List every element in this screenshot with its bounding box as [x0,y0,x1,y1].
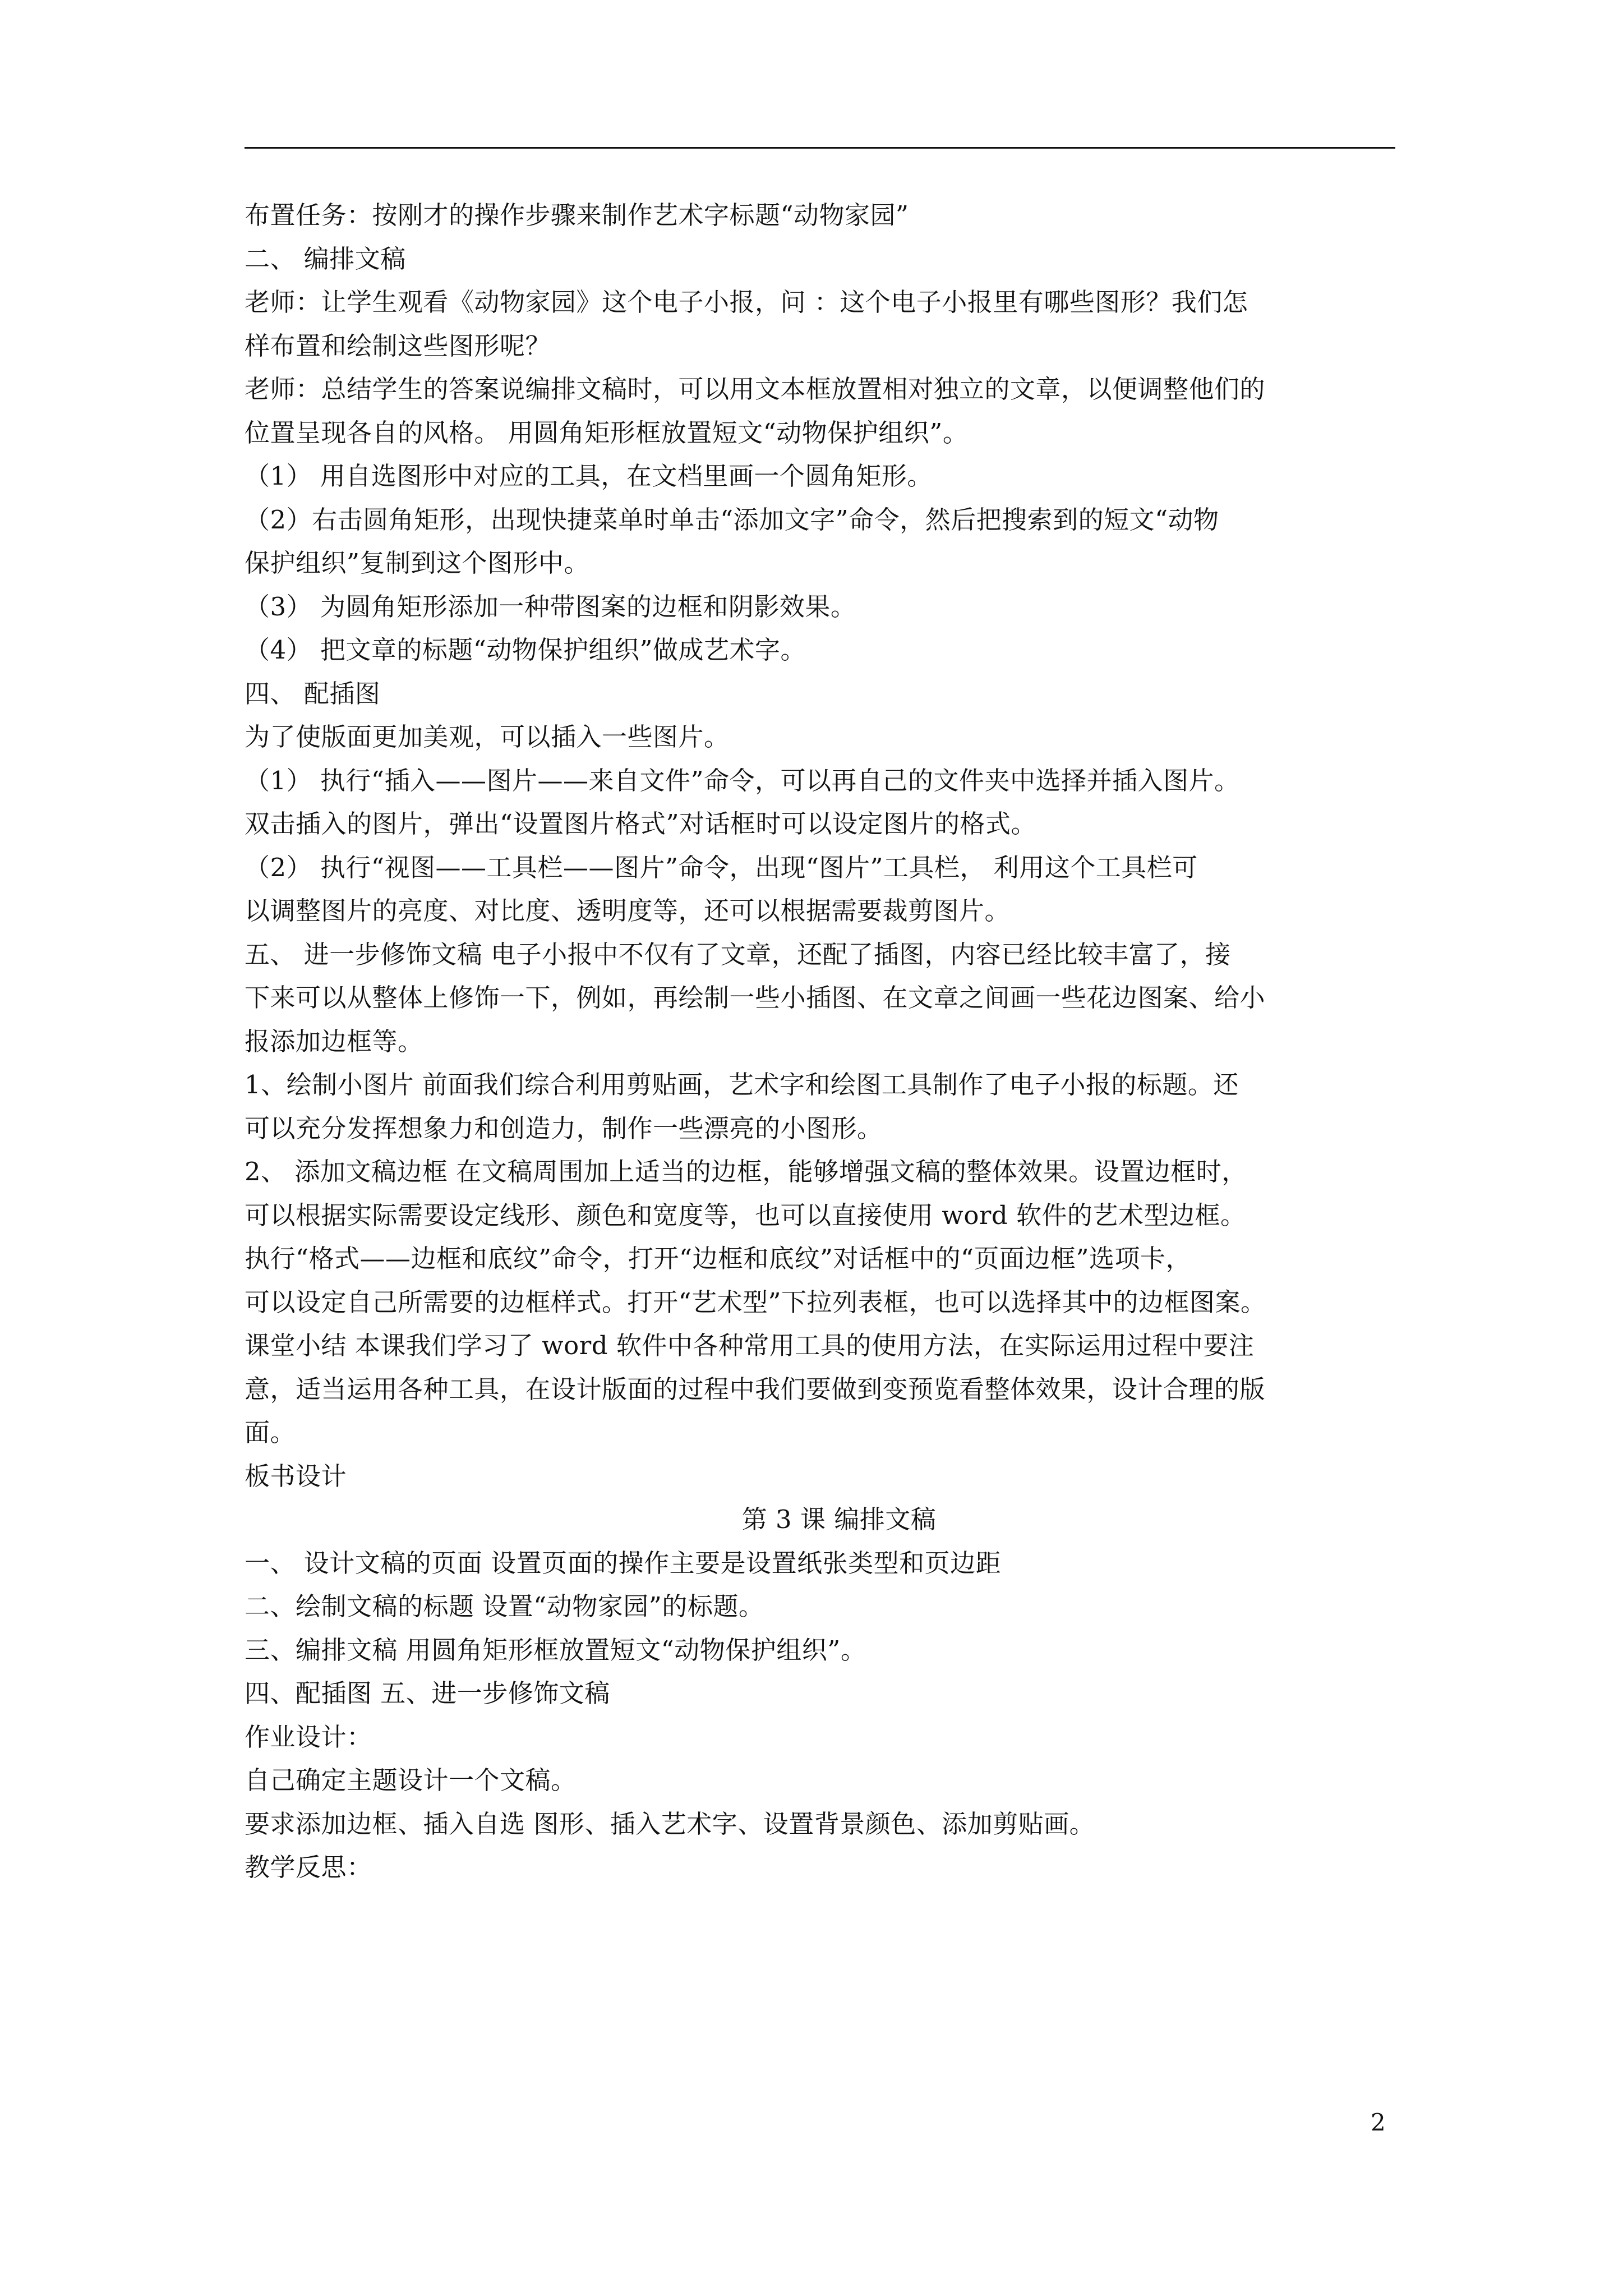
document-body [245,194,1411,1889]
text-line: 二、绘制文稿的标题 设置“动物家园”的标题。 [245,1591,764,1621]
header-rule [245,147,1395,149]
text-line: 三、编排文稿 用圆角矩形框放置短文“动物保护组织”。 [245,1635,866,1665]
text-line: 四、 配插图 [245,678,381,708]
text-line: 布置任务：按刚才的操作步骤来制作艺术字标题“动物家园” [245,200,909,230]
text-line: 意，适当运用各种工具，在设计版面的过程中我们要做到变预览看整体效果，设计合理的版 [245,1374,1266,1404]
text-line: （2）右击圆角矩形，出现快捷菜单时单击“添加文字”命令，然后把搜索到的短文“动物 [245,504,1219,535]
text-line: 样布置和绘制这些图形呢？ [245,330,551,361]
text-line: 可以根据实际需要设定线形、颜色和宽度等，也可以直接使用 word 软件的艺术型边框。 [245,1200,1246,1230]
text-line: 五、 进一步修饰文稿 电子小报中不仅有了文章，还配了插图，内容已经比较丰富了，接 [245,939,1231,969]
text-line: 可以充分发挥想象力和创造力，制作一些漂亮的小图形。 [245,1113,883,1143]
text-line: 双击插入的图片，弹出“设置图片格式”对话框时可以设定图片的格式。 [245,809,1037,839]
text-line: （1） 执行“插入——图片——来自文件”命令，可以再自己的文件夹中选择并插入图片。 [245,765,1240,795]
text-line: 位置呈现各自的风格。 用圆角矩形框放置短文“动物保护组织”。 [245,417,969,448]
text-line: 要求添加边框、插入自选 图形、插入艺术字、设置背景颜色、添加剪贴画。 [245,1809,1095,1839]
text-line: 二、 编排文稿 [245,243,406,274]
text-line: 作业设计： [245,1722,372,1752]
text-line: （3） 为圆角矩形添加一种带图案的边框和阴影效果。 [245,591,856,622]
text-line: 老师：让学生观看《动物家园》这个电子小报，问 ：这个电子小报里有哪些图形？我们怎 [245,287,1248,317]
text-line: 报添加边框等。 [245,1026,423,1056]
page-number: 2 [1371,2109,1386,2136]
board-title: 第 3 课 编排文稿 [741,1504,937,1534]
text-line: （1） 用自选图形中对应的工具，在文档里画一个圆角矩形。 [245,461,933,491]
text-line: （4） 把文章的标题“动物保护组织”做成艺术字。 [245,635,806,665]
text-line: 执行“格式——边框和底纹”命令，打开“边框和底纹”对话框中的“页面边框”选项卡， [245,1244,1192,1273]
text-line: 四、配插图 五、进一步修饰文稿 [245,1678,610,1708]
text-line: （2） 执行“视图——工具栏——图片”命令，出现“图片”工具栏， 利用这个工具栏可 [245,852,1198,882]
text-line: 板书设计 [245,1461,347,1491]
text-line: 保护组织”复制到这个图形中。 [245,548,590,578]
text-line: 面。 [245,1418,296,1447]
text-line: 为了使版面更加美观，可以插入一些图片。 [245,722,730,752]
text-line: 以调整图片的亮度、对比度、透明度等，还可以根据需要裁剪图片。 [245,896,1011,926]
text-line: 一、 设计文稿的页面 设置页面的操作主要是设置纸张类型和页边距 [245,1548,1002,1578]
text-line: 课堂小结 本课我们学习了 word 软件中各种常用工具的使用方法，在实际运用过程中要注 [245,1331,1255,1360]
text-line: 自己确定主题设计一个文稿。 [245,1765,577,1795]
text-line: 教学反思： [245,1852,372,1882]
text-line: 2、 添加文稿边框 在文稿周围加上适当的边框，能够增强文稿的整体效果。设置边框时， [245,1157,1247,1186]
text-line: 老师：总结学生的答案说编排文稿时，可以用文本框放置相对独立的文章，以便调整他们的 [245,374,1266,404]
text-line: 1、绘制小图片 前面我们综合利用剪贴画，艺术字和绘图工具制作了电子小报的标题。还 [245,1070,1239,1099]
text-line: 下来可以从整体上修饰一下，例如，再绘制一些小插图、在文章之间画一些花边图案、给小 [245,983,1266,1013]
text-line: 可以设定自己所需要的边框样式。打开“艺术型”下拉列表框，也可以选择其中的边框图案。 [245,1287,1266,1317]
